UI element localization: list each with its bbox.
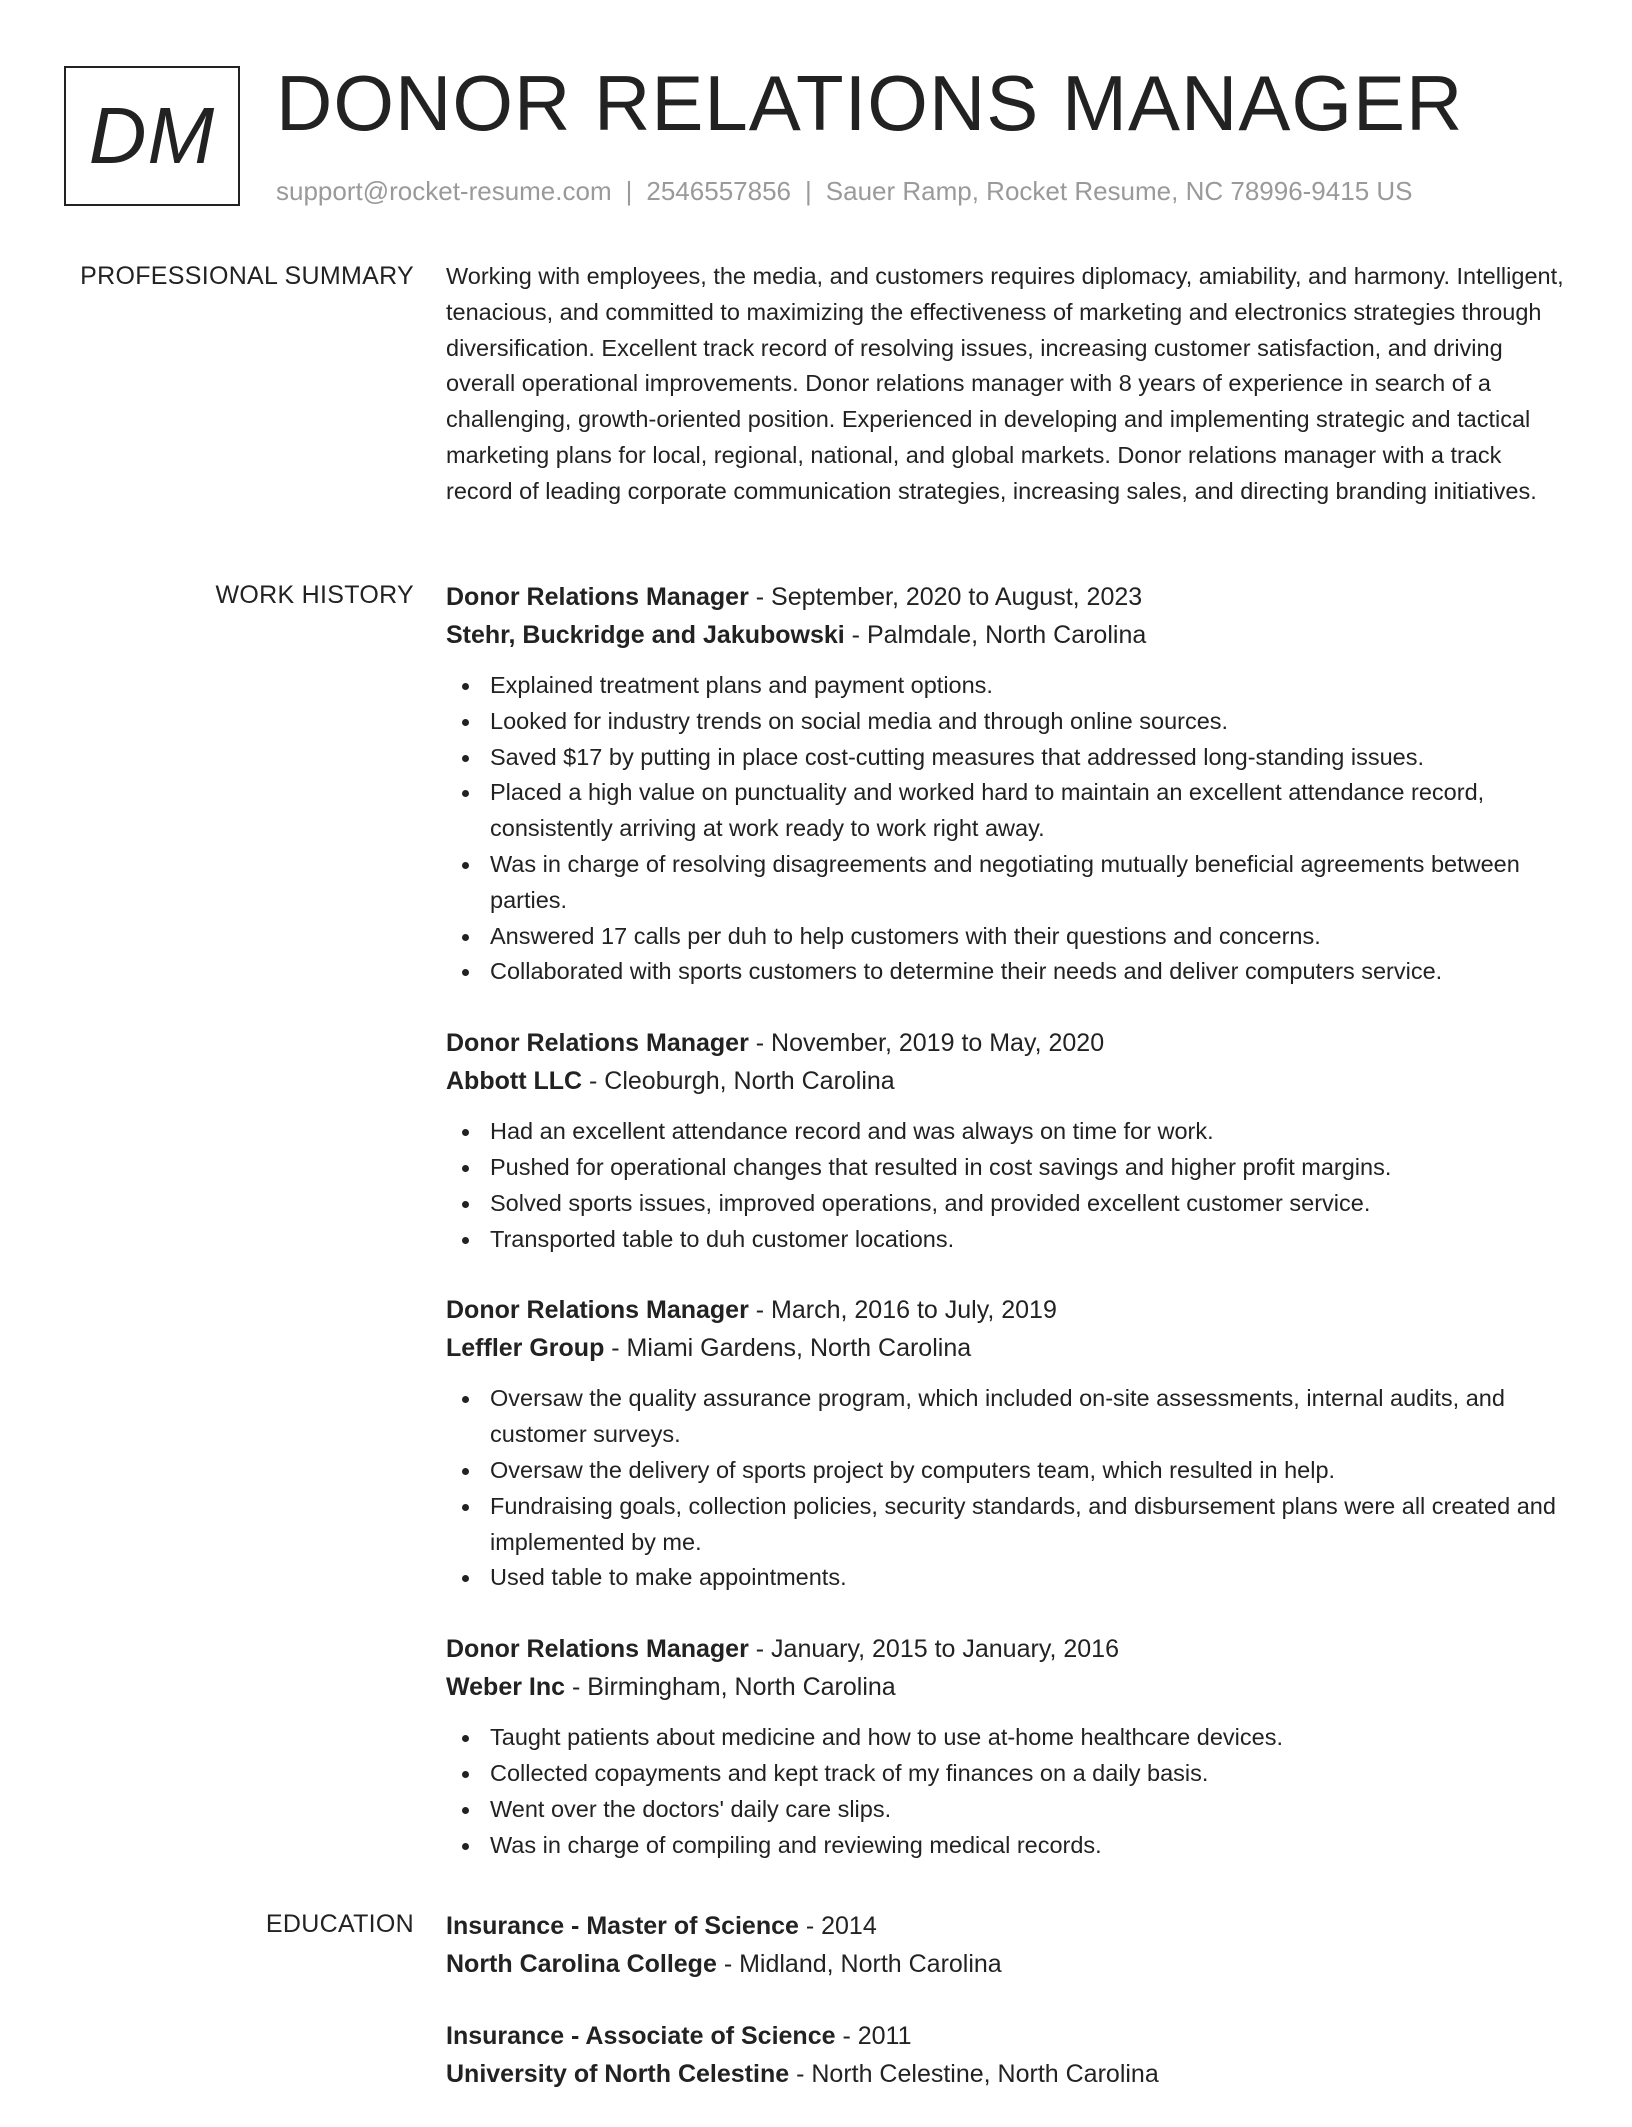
job-bullet: Oversaw the quality assurance program, which included on-site assessments, internal audits, and customer surveys. xyxy=(446,1381,1566,1453)
job-bullet: Was in charge of compiling and reviewing medical records. xyxy=(446,1828,1566,1864)
job-bullet: Collected copayments and kept track of my finances on a daily basis. xyxy=(446,1756,1566,1792)
job-title: Donor Relations Manager xyxy=(446,583,749,611)
job-bullet: Explained treatment plans and payment options. xyxy=(446,668,1566,704)
job-bullet: Answered 17 calls per duh to help customers with their questions and concerns. xyxy=(446,919,1566,955)
contact-phone: 2546557856 xyxy=(646,176,791,206)
education-entry xyxy=(446,1907,1566,1983)
education-school: University of North Celestine xyxy=(446,2060,790,2088)
job-location: - Palmdale, North Carolina xyxy=(844,621,1147,649)
job-title-line xyxy=(446,578,1566,616)
job-bullet: Had an excellent attendance record and was always on time for work. xyxy=(446,1114,1566,1150)
job-company: Leffler Group xyxy=(446,1334,605,1363)
job-location: - Birmingham, North Carolina xyxy=(565,1673,896,1702)
section-label-work-history: WORK HISTORY xyxy=(215,581,414,609)
contact-line xyxy=(276,174,1413,208)
job-bullet: Used table to make appointments. xyxy=(446,1560,1566,1596)
education-school-line xyxy=(446,2055,1566,2093)
job-bullet-list xyxy=(446,1720,1566,1863)
job-bullet: Pushed for operational changes that resulted in cost savings and higher profit margins. xyxy=(446,1150,1566,1186)
job-location: - Cleoburgh, North Carolina xyxy=(582,1067,895,1096)
job-bullet: Placed a high value on punctuality and worked hard to maintain an excellent attendance record, consistently arriving at work ready to work right away. xyxy=(446,775,1566,847)
summary-body xyxy=(446,259,1566,510)
summary-text: Working with employees, the media, and customers requires diplomacy, amiability, and harmony. Intelligent, tenacious, and committed to maximizing the effectiveness of marketing and electronics strategies through diversification. Excellent track record of resolving issues, increasing customer satisfaction, and driving overall operational improvements. Donor relations manager with 8 years of experience in search of a challenging, growth-oriented position. Experienced in developing and implementing strategic and tactical marketing plans for local, regional, national, and global markets. Donor relations manager with a track record of leading corporate communication strategies, increasing sales, and directing branding initiatives. xyxy=(446,263,1564,504)
job-entry xyxy=(446,1291,1566,1596)
education-year: - 2011 xyxy=(835,2022,912,2050)
job-bullet: Saved $17 by putting in place cost-cutting measures that addressed long-standing issues. xyxy=(446,740,1566,776)
job-title: Donor Relations Manager xyxy=(446,1635,749,1664)
education-school-line xyxy=(446,1945,1566,1983)
job-company: Abbott LLC xyxy=(446,1067,583,1096)
education-location: - North Celestine, North Carolina xyxy=(789,2060,1159,2088)
section-label-education: EDUCATION xyxy=(265,1910,414,1938)
job-bullet: Transported table to duh customer locations. xyxy=(446,1222,1566,1258)
education-year: - 2014 xyxy=(798,1912,877,1940)
job-bullet: Fundraising goals, collection policies, security standards, and disbursement plans were all created and implemented by me. xyxy=(446,1489,1566,1561)
job-bullet: Collaborated with sports customers to determine their needs and deliver computers service. xyxy=(446,954,1566,990)
job-company-line xyxy=(446,1668,1566,1706)
education-entry xyxy=(446,2017,1566,2093)
contact-separator: | xyxy=(625,176,633,206)
job-bullet-list xyxy=(446,1381,1566,1596)
contact-email: support@rocket-resume.com xyxy=(276,176,612,206)
job-entry xyxy=(446,578,1566,990)
job-dates: - March, 2016 to July, 2019 xyxy=(748,1296,1057,1325)
job-bullet: Looked for industry trends on social media and through online sources. xyxy=(446,704,1566,740)
job-bullet: Was in charge of resolving disagreements and negotiating mutually beneficial agreements between parties. xyxy=(446,847,1566,919)
job-title: Donor Relations Manager xyxy=(446,1296,749,1325)
monogram-logo: DM xyxy=(64,66,240,206)
job-title-line xyxy=(446,1291,1566,1329)
education-body xyxy=(446,1907,1566,2127)
work-history-body xyxy=(446,578,1566,1897)
education-degree: Insurance - Master of Science xyxy=(446,1912,799,1940)
job-entry xyxy=(446,1024,1566,1257)
education-school: North Carolina College xyxy=(446,1950,717,1978)
job-company: Weber Inc xyxy=(446,1673,566,1702)
job-bullet: Taught patients about medicine and how to use at-home healthcare devices. xyxy=(446,1720,1566,1756)
education-location: - Midland, North Carolina xyxy=(716,1950,1002,1978)
job-company-line xyxy=(446,616,1566,654)
education-degree-line xyxy=(446,2017,1566,2055)
job-company: Stehr, Buckridge and Jakubowski xyxy=(446,621,845,649)
job-dates: - November, 2019 to May, 2020 xyxy=(748,1029,1105,1058)
resume-name-heading: DONOR RELATIONS MANAGER xyxy=(276,59,1464,147)
job-bullet-list xyxy=(446,1114,1566,1257)
job-company-line xyxy=(446,1062,1566,1100)
job-title-line xyxy=(446,1630,1566,1668)
job-entry xyxy=(446,1630,1566,1863)
education-degree-line xyxy=(446,1907,1566,1945)
section-label-summary: PROFESSIONAL SUMMARY xyxy=(80,262,414,290)
job-bullet: Went over the doctors' daily care slips. xyxy=(446,1792,1566,1828)
education-degree: Insurance - Associate of Science xyxy=(446,2022,836,2050)
job-bullet: Oversaw the delivery of sports project by computers team, which resulted in help. xyxy=(446,1453,1566,1489)
job-dates: - January, 2015 to January, 2016 xyxy=(748,1635,1119,1664)
job-location: - Miami Gardens, North Carolina xyxy=(604,1334,972,1363)
job-bullet-list xyxy=(446,668,1566,990)
job-title-line xyxy=(446,1024,1566,1062)
contact-address: Sauer Ramp, Rocket Resume, NC 78996-9415 US xyxy=(825,176,1413,206)
job-company-line xyxy=(446,1329,1566,1367)
job-bullet: Solved sports issues, improved operations, and provided excellent customer service. xyxy=(446,1186,1566,1222)
contact-separator: | xyxy=(805,176,812,206)
job-dates: - September, 2020 to August, 2023 xyxy=(748,583,1143,611)
job-title: Donor Relations Manager xyxy=(446,1029,749,1058)
